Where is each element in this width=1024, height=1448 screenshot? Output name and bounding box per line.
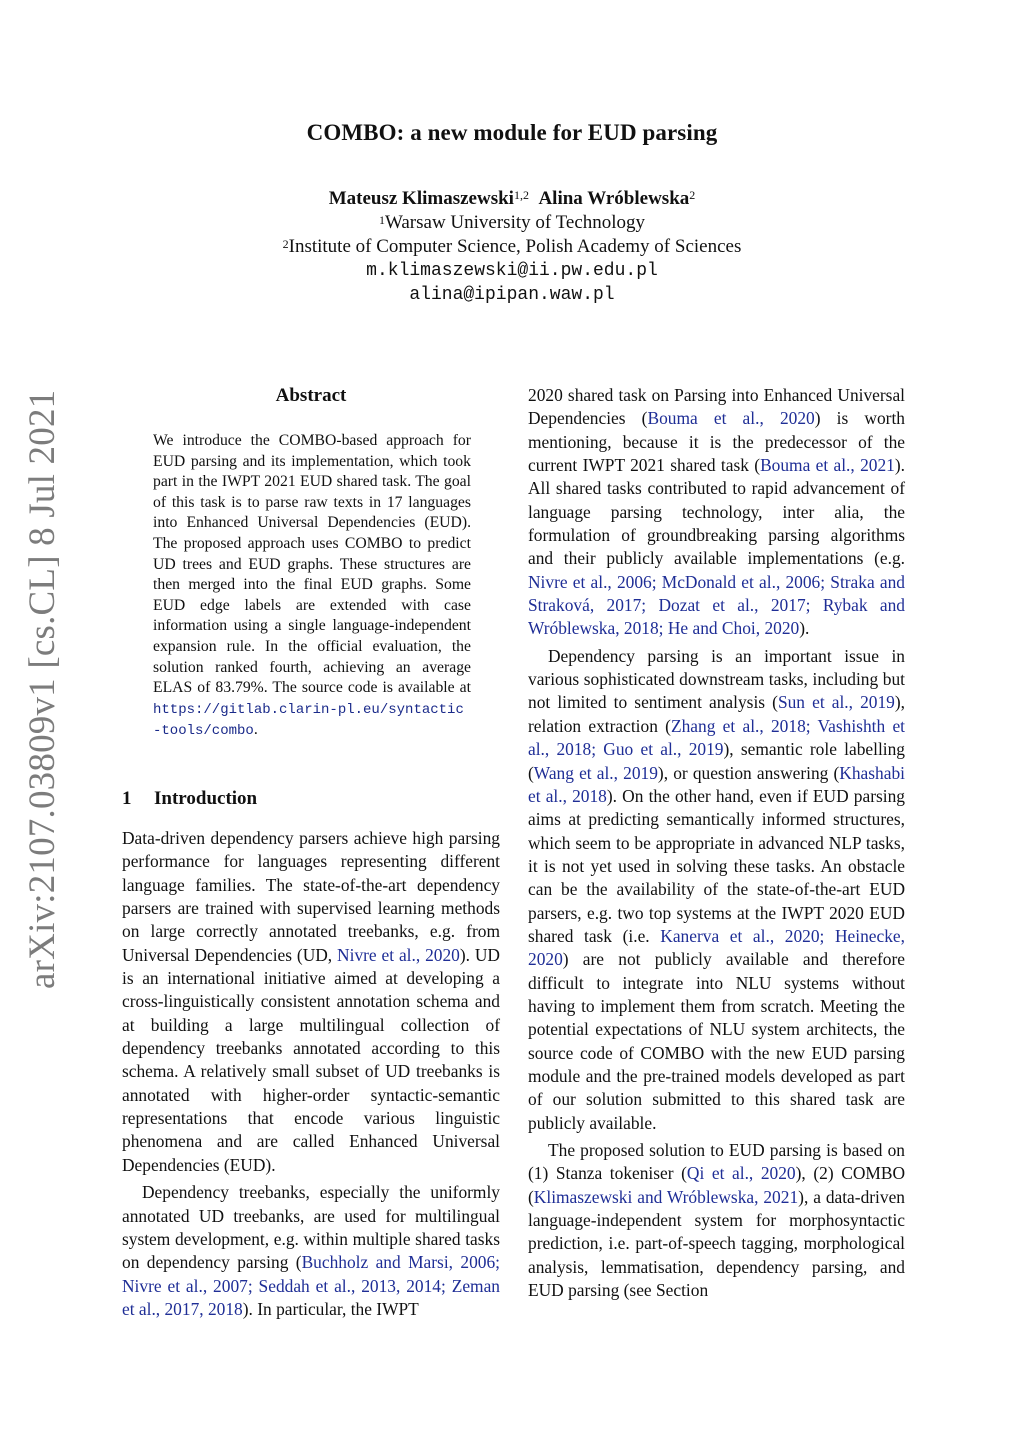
text-run: The proposed solution to EUD parsing is based on (1) Stanza tokeniser (: [528, 1140, 905, 1184]
section-title: Introduction: [154, 788, 258, 809]
author-1-affil: 1,2: [513, 188, 529, 202]
right-column-body: [528, 384, 905, 1302]
left-column-body: [122, 827, 500, 1321]
paragraph: [122, 827, 500, 1177]
paragraph: [528, 645, 905, 1135]
text-run: ), semantic role labelling (: [528, 739, 905, 783]
abstract-end: .: [253, 721, 258, 739]
section-heading-introduction: [122, 787, 257, 811]
citation-link[interactable]: Nivre et al., 2020: [337, 944, 460, 965]
abstract-text: We introduce the COMBO-based approach for EUD parsing and its implementation, which took part in the IWPT 2021 EUD shared task. The goal of this task is to parse raw texts in 17 languages into Enhanced Universal Dependencies (EUD). The proposed approach uses COMBO to predict UD trees and EUD graphs. These structures are then merged into the final EUD graphs. Some EUD edge labels are extended with case information using a single language-independent expansion rule. In the official evaluation, the solution ranked fourth, achieving an average ELAS of 83.79%. The source code is available at: [153, 432, 471, 697]
author-names: [0, 186, 1024, 211]
citation-link[interactable]: Qi et al., 2020: [686, 1163, 796, 1184]
citation-link[interactable]: Nivre et al., 2006; McDonald et al., 2006; Straka and Straková, 2017; Dozat et al., 2017; Rybak and Wróblewska, 2018; He and Choi, 2020: [528, 571, 905, 639]
affil-1-sup: 1: [378, 213, 385, 227]
affil-1-text: Warsaw University of Technology: [384, 212, 646, 233]
text-run: ). UD is an international initiative aimed at developing a cross-linguistically consistent annotation schema and at building a large multilingual collection of dependency treebanks annotated according to this schema. A relatively small subset of UD treebanks is annotated with higher-order syntactic-semantic representations that encode various linguistic phenomena and are called Enhanced Universal Dependencies (EUD).: [122, 944, 500, 1175]
author-1: Mateusz Klimaszewski: [328, 188, 514, 209]
affil-2-sup: 2: [282, 237, 289, 251]
citation-link[interactable]: Bouma et al., 2021: [760, 455, 895, 476]
abstract-heading: Abstract: [275, 385, 347, 406]
citation-link[interactable]: Kanerva et al., 2020; Heinecke, 2020: [528, 925, 906, 970]
text-run: ), a data-driven language-independent system for morphosyntactic prediction, i.e. part-of-speech tagging, morphological analysis, lemmatisation, dependency parsing, and EUD parsing (see Section: [528, 1186, 905, 1301]
text-run: ). In particular, the IWPT: [242, 1298, 419, 1319]
author-2-affil: 2: [689, 188, 696, 202]
text-run: ) are not publicly available and therefore difficult to integrate into NLU systems without having to implement them from scratch. Meeting the potential expectations of NLU system architects, the source code of COMBO with the new EUD parsing module and the pre-trained models developed as part of our solution submitted to this shared task are publicly available.: [528, 949, 905, 1133]
text-run: 2020 shared task on Parsing into Enhanced Universal Dependencies (: [528, 385, 905, 429]
text-run: ) is worth mentioning, because it is the predecessor of the current IWPT 2021 shared task (: [528, 408, 905, 476]
citation-link[interactable]: Sun et al., 2019: [777, 692, 895, 713]
affiliation-1: [0, 211, 1024, 235]
arxiv-identifier: arXiv:2107.03809v1 [cs.CL] 8 Jul 2021: [22, 389, 63, 989]
text-run: ). On the other hand, even if EUD parsing aims at predicting semantically informed structures, which seem to be appropriate in advanced NLP tasks, it is not yet used in solving these tasks. An obstacle can be the availability of the state-of-the-art EUD parsers, e.g. two top systems at the IWPT 2020 EUD shared task (i.e.: [528, 785, 905, 946]
paragraph: [528, 1139, 905, 1302]
paper-title: COMBO: a new module for EUD parsing: [306, 120, 718, 145]
citation-link[interactable]: Bouma et al., 2020: [647, 408, 815, 429]
citation-link[interactable]: Khashabi et al., 2018: [528, 762, 905, 806]
affil-2-text: Institute of Computer Science, Polish Academy of Sciences: [288, 236, 742, 257]
text-run: ). All shared tasks contributed to rapid advancement of language parsing technology, inter alia, the formulation of groundbreaking parsing algorithms and their publicly available implementations (e.g.: [528, 455, 906, 569]
author-block: [0, 186, 1024, 307]
author-2: Alina Wróblewska: [538, 188, 690, 209]
source-code-link[interactable]: https://gitlab.clarin-pl.eu/syntactic-tools/combo: [153, 701, 464, 740]
citation-link[interactable]: Zhang et al., 2018; Vashishth et al., 2018; Guo et al., 2019: [528, 715, 905, 760]
citation-link[interactable]: Buchholz and Marsi, 2006; Nivre et al., 2007; Seddah et al., 2013, 2014; Zeman et al., 2017, 2018: [122, 1252, 500, 1319]
citation-link[interactable]: Klimaszewski and Wróblewska, 2021: [533, 1186, 799, 1207]
abstract-body: [153, 431, 471, 742]
email-2[interactable]: alina@ipipan.waw.pl: [409, 285, 615, 305]
paragraph: [122, 1181, 500, 1321]
text-run: ), or question answering (: [657, 762, 840, 783]
paper-header: [0, 118, 1024, 307]
paragraph: [528, 384, 905, 641]
affiliation-2: [0, 235, 1024, 259]
text-run: Dependency parsing is an important issue in various sophisticated downstream tasks, including but not limited to sentiment analysis (: [528, 645, 905, 713]
citation-link[interactable]: Wang et al., 2019: [533, 762, 658, 783]
text-run: Dependency treebanks, especially the uniformly annotated UD treebanks, are used for multilingual system development, e.g. within multiple shared tasks on dependency parsing (: [122, 1182, 500, 1273]
text-run: Data-driven dependency parsers achieve high parsing performance for languages representing different language families. The state-of-the-art dependency parsers are trained with supervised learning methods on large correctly annotated treebanks, e.g. from Universal Dependencies (UD,: [122, 828, 500, 965]
text-run: ), relation extraction (: [528, 692, 905, 736]
text-run: ).: [799, 618, 810, 639]
email-1[interactable]: m.klimaszewski@ii.pw.edu.pl: [366, 261, 658, 281]
section-number: 1: [122, 788, 132, 809]
text-run: ), (2) COMBO (: [528, 1163, 905, 1207]
